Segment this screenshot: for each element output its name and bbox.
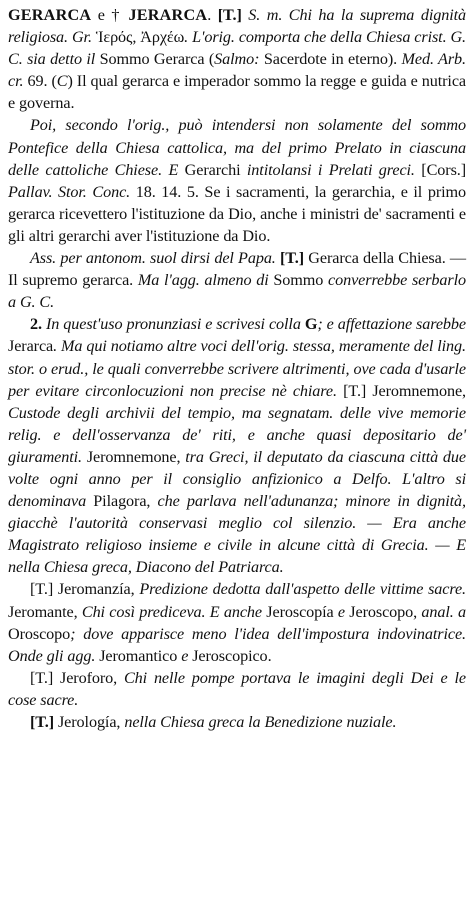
- greek-etymology: Ἱερός, Ἀρχέω: [95, 28, 185, 47]
- entry-text: Ass. per antonom. suol dirsi del Papa.: [30, 249, 276, 268]
- entry-text: Custode degli archivii del tempio, ma segnatam. delle vive memorie relig. e dell'osservanza de' riti, e anche quasi depositario de' giuramenti.: [8, 403, 466, 466]
- source-mark: [T.]: [217, 6, 242, 24]
- source-mark: [T.]: [30, 580, 54, 599]
- entry-text: Predizione dedotta dall'aspetto delle vittime sacre.: [134, 580, 466, 599]
- entry-text: Chi così prediceva. E anche: [77, 602, 267, 621]
- entry-text: intitolansi i Prelati greci.: [240, 160, 415, 179]
- entry-term: Jeroforo,: [53, 668, 118, 687]
- entry-text: . Ma qui notiamo altre voci dell'orig. stessa, meramente del ling. stor. o erud., le quali converrebbe scrivere altrimenti, ove cada d'usarle per evitare circonlocuzioni non precise nè chiare.: [8, 337, 466, 400]
- entry-term: Jeroscopo,: [349, 602, 418, 621]
- entry-text: In quest'uso pronunziasi e scrivesi colla: [41, 315, 305, 334]
- citation-source: Pallav. Stor. Conc.: [8, 182, 131, 201]
- entry-text: . L'orig. comporta che della Chiesa crist. G. C. sia detto il: [8, 28, 467, 69]
- entry-term: Jeromnemone,: [86, 447, 181, 466]
- citation-text: ) Il qual gerarca e imperador sommo la regge e guida e nutrica e governa.: [8, 72, 466, 113]
- source-mark: [T.]: [30, 668, 54, 687]
- entry-text: ; dove apparisce meno l'idea dell'impostura indovinatrice. Onde gli agg.: [8, 624, 466, 665]
- entry-term: Jeromante,: [8, 602, 78, 621]
- entry-term: Jeromnemone,: [366, 381, 466, 400]
- entry-term: Gerarchi: [184, 160, 241, 179]
- entry-subentry: [8, 578, 466, 666]
- entry-text: Poi, secondo l'orig., può intendersi non solamente del sommo Pontefice della Chiesa cattolica, ma del primo Prelato in ciascuna delle cattoliche Chiese. E: [8, 116, 466, 179]
- entry-text: S. m. Chi ha la suprema dignità religiosa. Gr.: [8, 6, 466, 47]
- entry-text: tra Greci, il deputato da ciascuna città due volte ogni anno per il consiglio anfizionico a Delfo. L'altro si denominava: [8, 447, 466, 511]
- entry-sense-2: [8, 313, 466, 578]
- entry-term: Jerarca: [8, 337, 54, 356]
- entry-term: Jerología,: [54, 713, 121, 731]
- citation-source: Salmo:: [214, 50, 260, 69]
- entry-text: ; e affettazione sarebbe: [317, 315, 466, 334]
- entry-text: nella Chiesa greca la Benedizione nuziale.: [120, 713, 397, 731]
- entry-term: Pilagora,: [93, 492, 151, 511]
- citation-text: 18. 14. 5. Se i sacramenti, la gerarchia, e il primo gerarca ricevettero l'istituzione da Dio, anche i ministri de' sacramenti e gli altri gerarchi aver l'istituzione da Dio.: [8, 182, 466, 245]
- entry-text: anal. a: [417, 602, 466, 621]
- entry-text: Sacerdote in eterno).: [259, 50, 402, 69]
- entry-text: e: [177, 646, 193, 665]
- headword: GERARCA: [8, 6, 92, 24]
- source-mark: [T.]: [30, 713, 55, 731]
- dictionary-entry: [8, 4, 466, 733]
- entry-sense: [8, 114, 466, 247]
- letter-mark: G: [304, 315, 318, 334]
- entry-text: Ma l'agg. almeno di: [133, 271, 274, 290]
- example-text: Gerarca della Chiesa. — Il supremo gerarca.: [8, 249, 466, 290]
- source-mark: [Cors.]: [414, 160, 467, 179]
- sense-number: 2.: [30, 315, 42, 334]
- entry-text: Chi nelle pompe portava le imagini degli Dei e le cose sacre.: [8, 668, 466, 709]
- entry-text: che parlava nell'adunanza; minore in dignità, giacchè l'autorità conservasi meglio col silenzio. — Era anche Magistrato religioso insieme e civile in alcune città di Grecia. — E nella Chiesa greca, Diacono del Patriarca.: [8, 492, 466, 577]
- entry-term: Jeromantico: [99, 646, 178, 665]
- entry-term: Jeroscopía: [266, 602, 334, 621]
- entry-text: converrebbe serbarlo a G. C.: [8, 271, 467, 312]
- entry-subentry: [8, 667, 466, 711]
- entry-text: e: [333, 602, 350, 621]
- entry-text: .: [207, 6, 218, 24]
- citation-mark: C: [56, 72, 68, 91]
- source-mark: [T.]: [343, 381, 367, 400]
- source-mark: [T.]: [275, 249, 309, 268]
- entry-term: Jeromanzía,: [53, 580, 135, 599]
- entry-subentry: [8, 711, 466, 733]
- entry-text: .: [267, 646, 272, 665]
- entry-text: 69. (: [23, 72, 57, 91]
- entry-definition: [8, 4, 466, 114]
- headword-variant: JERARCA: [128, 6, 208, 24]
- entry-term: Sommo: [273, 271, 324, 290]
- entry-text: Sommo Gerarca (: [99, 50, 215, 69]
- entry-text: e †: [91, 6, 129, 24]
- citation-source: Med. Arb. cr.: [8, 50, 466, 91]
- entry-term: Oroscopo: [8, 624, 71, 643]
- entry-term: Jeroscopico: [192, 646, 268, 665]
- entry-sense: [8, 247, 466, 313]
